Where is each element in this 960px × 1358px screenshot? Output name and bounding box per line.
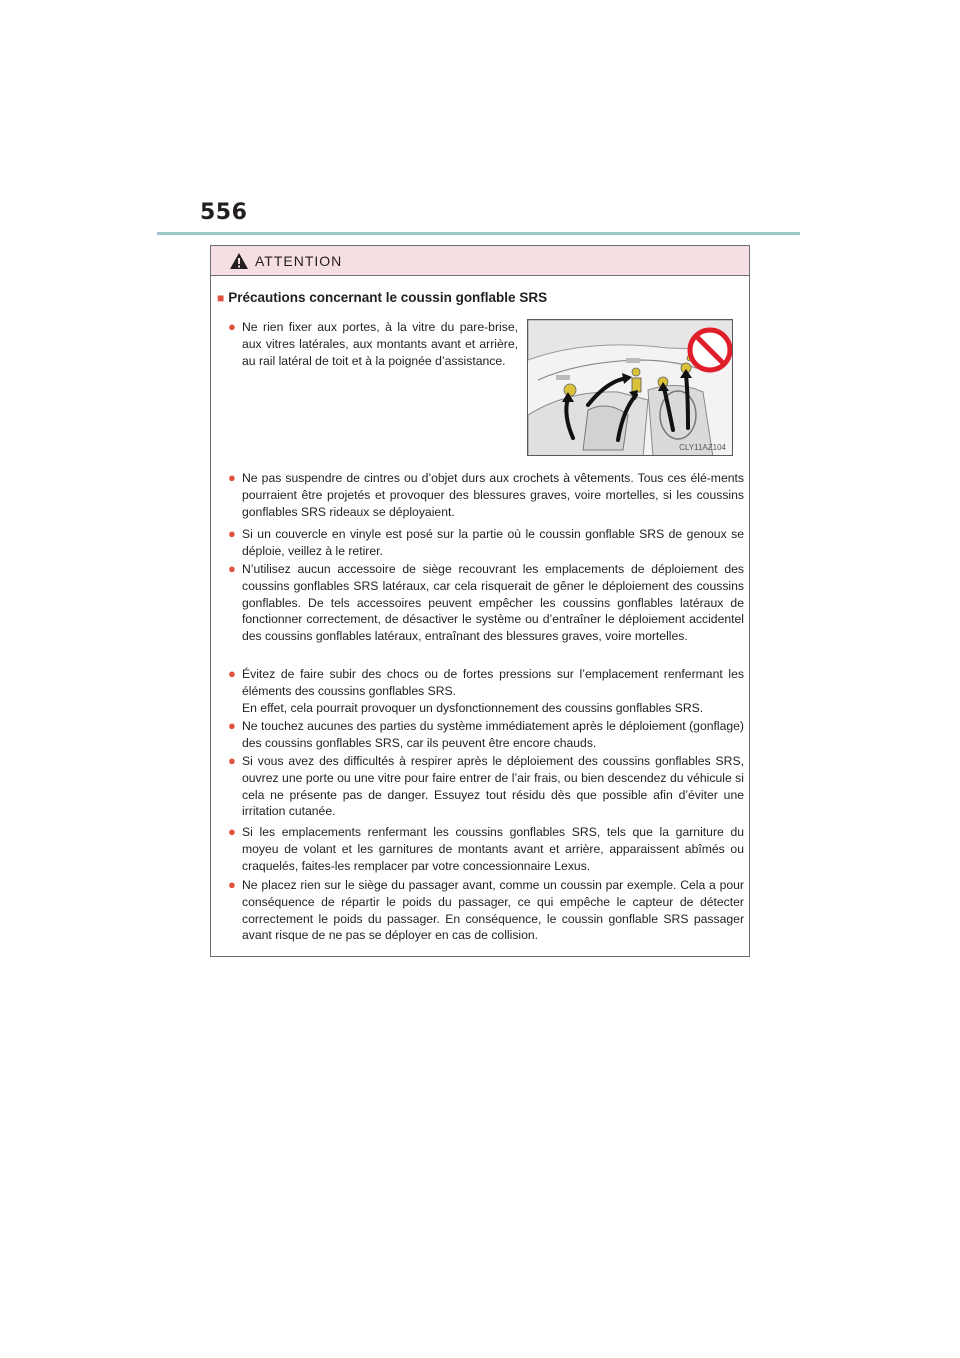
bullet-dot-icon: ● (228, 526, 236, 541)
warning-triangle-icon (229, 252, 249, 270)
warning-item-text: Ne rien fixer aux portes, à la vitre du pare-brise, aux vitres latérales, aux montants avant et arrière, au rail latéral de toit et à la poignée d’assistance. (242, 320, 518, 368)
no-entry-icon (690, 330, 730, 370)
figure-code: CLY11AZ104 (679, 443, 726, 452)
warning-item-text: Ne pas suspendre de cintres ou d’objet durs aux crochets à vêtements. Tous ces élé-ments pourraient être projetés et provoquer des blessures graves, voire mortelles, si les coussins gonflables SRS rideaux se déployaient. (242, 471, 744, 519)
bullet-dot-icon: ● (228, 666, 236, 681)
warning-item-text: En effet, cela pourrait provoquer un dysfonctionnement des coussins gonflables SRS. (242, 700, 704, 715)
warning-item-text: Évitez de faire subir des chocs ou de fortes pressions sur l’emplacement renfermant les éléments des coussins gonflables SRS. (242, 667, 744, 698)
bullet-dot-icon: ● (228, 753, 236, 768)
warning-item-text: Si un couvercle en vinyle est posé sur la partie où le coussin gonflable SRS de genoux se déploie, veillez à le retirer. (242, 527, 744, 558)
warning-title: ATTENTION (255, 252, 343, 269)
warning-item (228, 666, 744, 716)
header-rule (157, 232, 800, 235)
warning-item (228, 824, 744, 874)
car-interior-illustration (528, 320, 733, 456)
warning-item (228, 470, 744, 520)
airbag-illustration (527, 319, 733, 456)
section-title (217, 290, 547, 305)
page-number: 556 (200, 200, 248, 225)
warning-item-text: Si vous avez des difficultés à respirer après le déploiement des coussins gonflables SRS, ouvrez une porte ou une vitre pour faire entrer de l’air frais, ou bien descendez du véhicule si cela ne présente pas de danger. Essuyez tout résidu dès que possible afin d’éviter une irritation cutanée. (242, 754, 744, 819)
warning-item (228, 718, 744, 752)
bullet-dot-icon: ● (228, 561, 236, 576)
bullet-dot-icon: ● (228, 718, 236, 733)
warning-header (211, 246, 749, 276)
warning-item-text: N’utilisez aucun accessoire de siège recouvrant les emplacements de déploiement des coussins gonflables SRS latéraux, car cela risquerait de gêner le déploiement des coussins gonflables. De tels accessoires peuvent empêcher les coussins gonflables latéraux de fonctionner correctement, de désactiver le système ou d’entraîner le déploiement accidentel des coussins gonflables latéraux, entraînant des blessures graves, voire mortelles. (242, 562, 744, 644)
warning-item (228, 561, 744, 645)
square-bullet-icon: ■ (217, 291, 225, 305)
warning-item-text: Ne touchez aucunes des parties du système immédiatement après le déploiement (gonflage) des coussins gonflables SRS, car ils peuvent être encore chauds. (242, 719, 744, 750)
bullet-dot-icon: ● (228, 877, 236, 892)
bullet-dot-icon: ● (228, 470, 236, 485)
bullet-dot-icon: ● (228, 824, 236, 839)
warning-item (228, 877, 744, 944)
bullet-dot-icon: ● (228, 319, 236, 334)
section-title-text: Précautions concernant le coussin gonflable SRS (228, 290, 548, 305)
warning-box (210, 245, 750, 957)
warning-item (228, 753, 744, 820)
warning-item (228, 526, 744, 560)
warning-item-text: Ne placez rien sur le siège du passager avant, comme un coussin par exemple. Cela a pour conséquence de répartir le poids du passager, ce qui empêche le capteur de détecter correctement le poids du passager. En conséquence, le coussin gonflable SRS passager avant risque de ne pas se déployer en cas de collision. (242, 878, 744, 943)
warning-item-text: Si les emplacements renfermant les coussins gonflables SRS, tels que la garniture du moyeu de volant et les garnitures de montants avant et arrière, apparaissent abîmés ou craquelés, faites-les remplacer par votre concessionnaire Lexus. (242, 825, 744, 873)
warning-item (228, 319, 518, 369)
